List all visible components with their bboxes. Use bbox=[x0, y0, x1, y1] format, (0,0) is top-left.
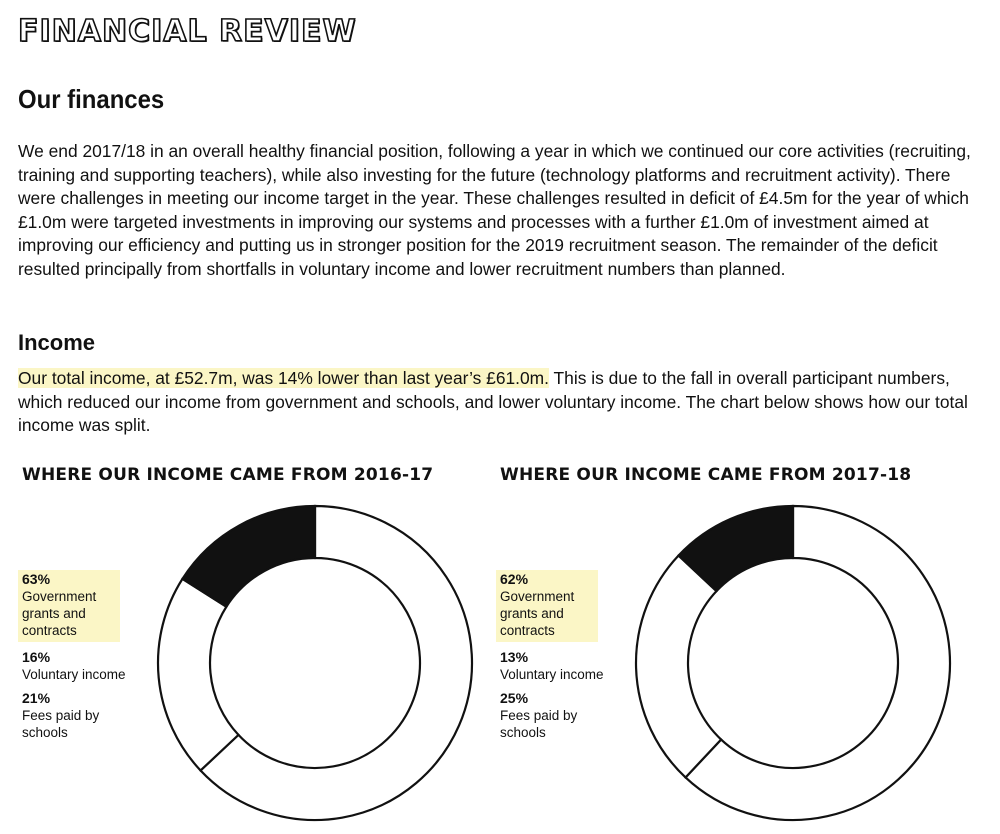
legend-value: 13% bbox=[500, 649, 529, 665]
section-title-finances: Our finances bbox=[18, 84, 165, 114]
finances-paragraph: We end 2017/18 in an overall healthy financial position, following a year in which we continued our core activities (recruiting, training and supporting teachers), while also investing for the future (technology platforms and recruitment activity). There were challenges in meeting our income target in the year. These challenges resulted in deficit of £4.5m for the year of which £1.0m were targeted investments in improving our systems and processes with a further £1.0m of investment aimed at improving our efficiency and putting us in stronger position for the 2019 recruitment season. The remainder of the deficit resulted principally from shortfalls in voluntary income and lower recruitment numbers than planned. bbox=[18, 141, 971, 279]
legend-value: 21% bbox=[22, 690, 51, 706]
legend-value: 25% bbox=[500, 690, 529, 706]
chart-title-2016-17: WHERE OUR INCOME CAME FROM 2016-17 bbox=[22, 465, 434, 485]
legend-value: 63% bbox=[22, 571, 51, 587]
legend-value: 62% bbox=[500, 571, 529, 587]
income-rest: This is due to the fall in overall participant numbers, which reduced our income from government and schools, and lower voluntary income. The chart below shows how our total income was split. bbox=[18, 368, 968, 435]
section-title-income: Income bbox=[18, 330, 96, 355]
income-highlight: Our total income, at £52.7m, was 14% lower than last year’s £61.0m. bbox=[18, 368, 550, 388]
legend-2017-18 bbox=[500, 570, 610, 748]
legend-item-voluntary bbox=[500, 649, 610, 683]
donut-chart-2017-18 bbox=[623, 500, 963, 822]
donut-chart-2016-17 bbox=[145, 500, 485, 822]
legend-label: Government grants and contracts bbox=[500, 589, 575, 638]
legend-item-fees bbox=[500, 690, 610, 741]
legend-value: 16% bbox=[22, 649, 51, 665]
legend-item-government bbox=[18, 570, 120, 642]
legend-label: Voluntary income bbox=[500, 667, 604, 682]
income-paragraph bbox=[18, 367, 973, 438]
legend-2016-17 bbox=[22, 570, 132, 748]
chart-title-2017-18: WHERE OUR INCOME CAME FROM 2017-18 bbox=[500, 465, 912, 485]
legend-label: Voluntary income bbox=[22, 667, 126, 682]
legend-label: Fees paid by schools bbox=[500, 708, 578, 740]
page-header: FINANCIAL REVIEW bbox=[18, 14, 357, 49]
slice-voluntary bbox=[182, 506, 315, 607]
legend-label: Fees paid by schools bbox=[22, 708, 100, 740]
legend-label: Government grants and contracts bbox=[22, 589, 97, 638]
legend-item-government bbox=[496, 570, 598, 642]
slice-fees bbox=[636, 556, 721, 778]
legend-item-fees bbox=[22, 690, 132, 741]
legend-item-voluntary bbox=[22, 649, 132, 683]
